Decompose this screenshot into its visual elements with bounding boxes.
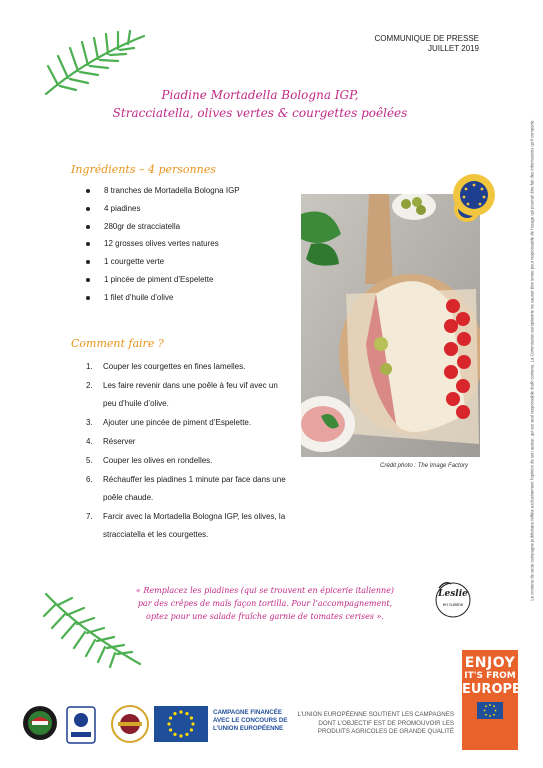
leslie-logo [433, 578, 473, 620]
ingredient-item: 1 pincée de piment d’Espelette [84, 271, 240, 289]
piadina-illustration [301, 194, 480, 457]
tip-line: « Remplacez les piadines (qui se trouvent en épicerie italienne) [135, 586, 395, 595]
method-step [86, 358, 286, 376]
step-text: Ajouter une pincée de piment d’Espelette. [103, 418, 252, 427]
leslie-logo-name: Leslie [438, 589, 468, 599]
press-header-type: COMMUNIQUE DE PRESSE [374, 34, 479, 43]
step-number: 3. [86, 418, 93, 427]
tip-line: optez pour une salade fraîche garnie de tomates cerises ». [146, 612, 384, 621]
ingredient-item: 8 tranches de Mortadella Bologna IGP [84, 182, 240, 200]
tip-line: par des crêpes de maïs façon tortilla. Pour l’accompagnement, [137, 599, 393, 608]
step-number: 2. [86, 381, 93, 390]
consorzio-modena-logo [108, 704, 152, 744]
method-steps [86, 358, 286, 545]
step-number: 1. [86, 362, 93, 371]
step-text: Farcir avec la Mortadella Bologna IGP, les olives, la stracciatella et les courgettes. [103, 512, 286, 539]
ingredients-heading: Ingrédients – 4 personnes [71, 163, 216, 176]
support-line: L’UNION EUROPÉENNE SOUTIENT LES CAMPAGNES [297, 711, 454, 718]
eu-flag-icon [477, 702, 503, 719]
enjoy-line2: IT'S FROM [464, 671, 516, 681]
campaign-funding-text [213, 709, 288, 733]
method-step [86, 471, 286, 507]
disclaimer-text: Le contenu de cette campagne publicitaire reflète exclusivement l'opinion de son auteur, qui est seul responsable dudit contenu. La Commission européenne ne saurait être tenue pour responsable de l'usage qui pourrait être fait des informations qu'il comporte. [529, 119, 535, 601]
recipe-title [60, 86, 460, 122]
ingredient-item: 280gr de stracciatella [84, 218, 240, 236]
ingredients-list [84, 182, 240, 307]
method-step [86, 414, 286, 432]
igp-seal-icon [452, 173, 496, 217]
ingredient-item: 1 courgette verte [84, 253, 240, 271]
side-disclaimer [527, 70, 537, 650]
eu-support-text [296, 711, 454, 737]
step-number: 5. [86, 456, 93, 465]
step-text: Couper les courgettes en fines lamelles. [103, 362, 246, 371]
enjoy-europe-logo [462, 650, 521, 750]
support-line: PRODUITS AGRICOLES DE GRANDE QUALITÉ [317, 728, 454, 735]
recipe-title-line1: Piadine Mortadella Bologna IGP, [161, 88, 359, 102]
leslie-logo-mark [433, 578, 473, 620]
consorzio-logo [22, 705, 58, 741]
step-text: Couper les olives en rondelles. [103, 456, 213, 465]
method-step [86, 452, 286, 470]
enjoy-line3: EUROPE [462, 682, 521, 697]
method-step [86, 433, 286, 451]
eu-flag-icon [154, 706, 208, 742]
method-step [86, 508, 286, 544]
mortadella-bologna-logo [66, 706, 96, 744]
campaign-line: AVEC LE CONCOURS DE [213, 717, 288, 724]
step-number: 4. [86, 437, 93, 446]
enjoy-line1: ENJOY [464, 655, 516, 671]
campaign-line: CAMPAGNE FINANCÉE [213, 709, 282, 716]
step-text: Réchauffer les piadines 1 minute par face dans une poêle chaude. [103, 475, 286, 502]
campaign-line: L’UNION EUROPÉENNE [213, 725, 284, 732]
recipe-title-line2: Stracciatella, olives vertes & courgettes poêlées [112, 106, 408, 120]
recipe-photo [301, 194, 480, 457]
step-number: 6. [86, 475, 93, 484]
step-text: Réserver [103, 437, 136, 446]
press-header-date: JUILLET 2019 [428, 44, 479, 53]
support-line: DONT L’OBJECTIF EST DE PROMOUVOIR LES [318, 719, 454, 727]
photo-credit: Crédit photo : The Image Factory [380, 463, 469, 469]
step-text: Les faire revenir dans une poêle à feu vif avec un peu d’huile d’olive. [103, 381, 278, 408]
tip-quote [110, 584, 420, 623]
method-step [86, 377, 286, 413]
ingredient-item: 1 filet d’huile d’olive [84, 289, 240, 307]
press-header [375, 34, 479, 54]
leslie-logo-sub: en cuisine [442, 602, 464, 607]
ingredient-item: 12 grosses olives vertes natures [84, 235, 240, 253]
method-heading: Comment faire ? [71, 337, 164, 350]
ingredient-item: 4 piadines [84, 200, 240, 218]
step-number: 7. [86, 512, 93, 521]
